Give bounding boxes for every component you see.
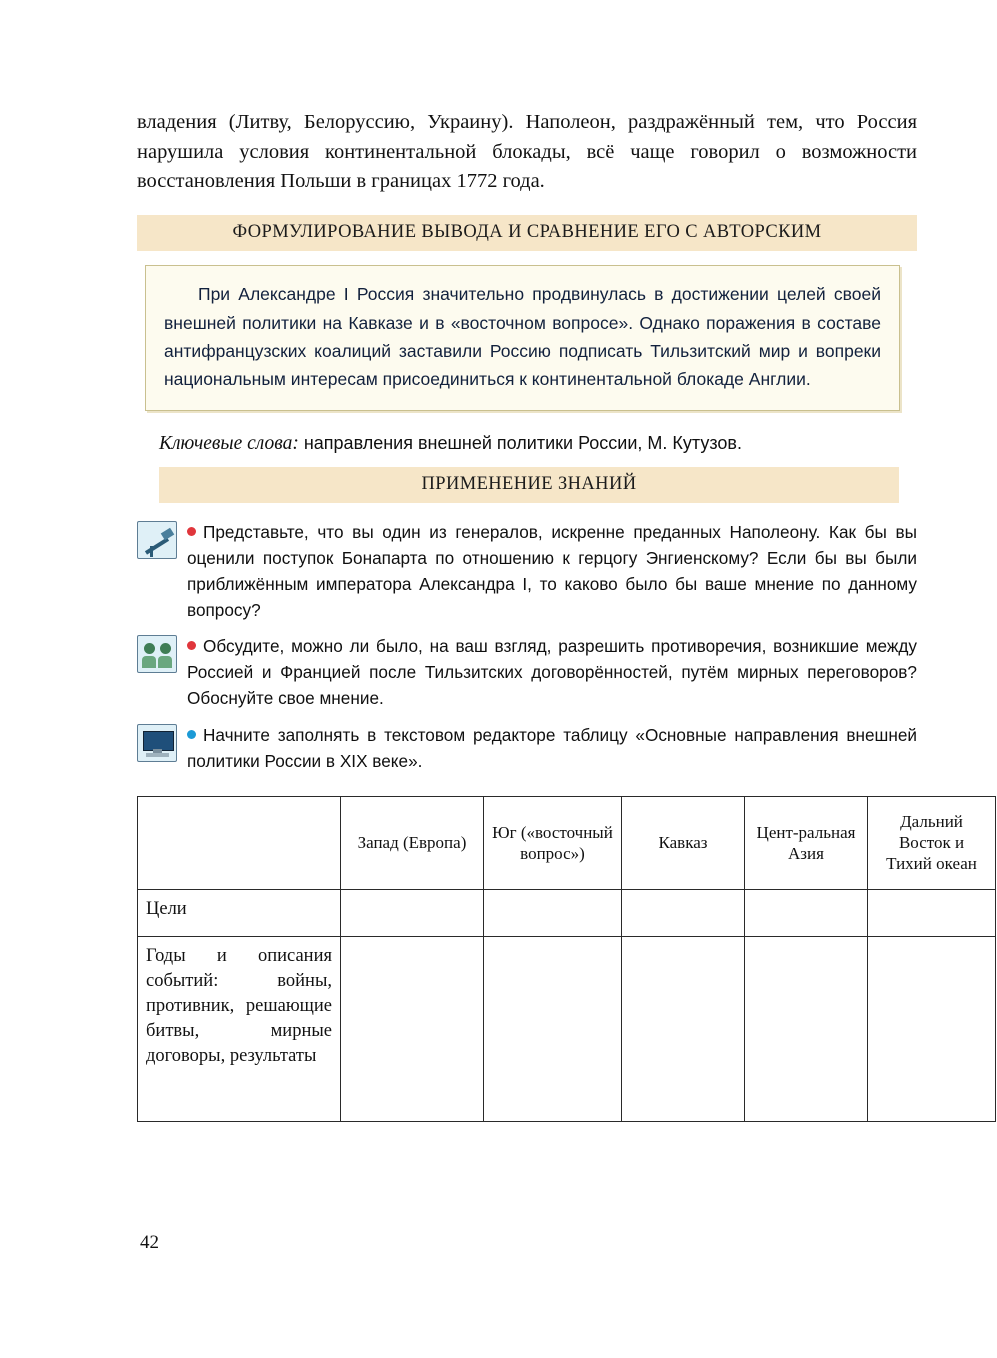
page-content — [137, 108, 977, 1122]
table-col-header-caucasus: Кавказ — [622, 796, 745, 889]
section-banner-application: ПРИМЕНЕНИЕ ЗНАНИЙ — [159, 467, 899, 503]
table-row-label-events: Годы и описания событий: войны, противник, решающие битвы, мирные договоры, результаты — [138, 936, 341, 1121]
bullet-icon — [187, 527, 196, 536]
keywords-line — [159, 433, 917, 455]
page-number: 42 — [140, 1232, 159, 1253]
table-row-label-goals: Цели — [138, 889, 341, 936]
directions-table — [137, 796, 996, 1122]
task-text: Обсудите, можно ли было, на ваш взгляд, разрешить противоречия, возникшие между Россией и Францией после Тильзитских договорённостей, путём мирных переговоров? Обоснуйте свое мнение. — [187, 636, 917, 709]
task-text: Начните заполнять в текстовом редакторе таблицу «Основные направления внешней политики России в XIX веке». — [187, 724, 917, 771]
table-row — [138, 889, 996, 936]
conclusion-text: При Александре I Россия значительно продвинулась в достижении целей своей внешней политики на Кавказе и в «восточном вопросе». Однако поражения в составе антифранцузских коалиций заставили Россию подписать Тильзитский мир и вопреки национальным интересам присоединиться к континентальной блокаде Англии. — [164, 284, 881, 390]
conclusion-box — [145, 265, 900, 410]
task-text-wrapper — [187, 722, 917, 774]
table-cell[interactable] — [484, 936, 622, 1121]
table-col-header-blank — [138, 796, 341, 889]
telescope-icon — [137, 521, 181, 561]
table-cell[interactable] — [868, 889, 996, 936]
table-cell[interactable] — [341, 936, 484, 1121]
table-cell[interactable] — [622, 889, 745, 936]
bullet-icon — [187, 730, 196, 739]
table-body — [138, 889, 996, 1121]
computer-icon — [137, 724, 181, 764]
section-banner-conclusion: ФОРМУЛИРОВАНИЕ ВЫВОДА И СРАВНЕНИЕ ЕГО С АВТОРСКИМ — [137, 215, 917, 251]
table-col-header-south: Юг («восточный вопрос») — [484, 796, 622, 889]
table-col-header-far-east: Дальний Восток и Тихий океан — [868, 796, 996, 889]
bullet-icon — [187, 641, 196, 650]
task-item — [137, 722, 917, 774]
table-cell[interactable] — [745, 889, 868, 936]
discussion-icon — [137, 635, 181, 675]
table-cell[interactable] — [868, 936, 996, 1121]
table-col-header-central-asia: Цент-ральная Азия — [745, 796, 868, 889]
task-item — [137, 633, 917, 711]
intro-paragraph: владения (Литву, Белоруссию, Украину). Наполеон, раздражённый тем, что Россия нарушила условия континентальной блокады, всё чаще говорил о возможности восстановления Польши в границах 1772 года. — [137, 111, 917, 193]
table-header — [138, 796, 996, 889]
table-row — [138, 936, 996, 1121]
table-col-header-west: Запад (Европа) — [341, 796, 484, 889]
table-cell[interactable] — [622, 936, 745, 1121]
task-text-wrapper — [187, 519, 917, 624]
task-item — [137, 519, 917, 624]
table-header-row — [138, 796, 996, 889]
task-text-wrapper — [187, 633, 917, 711]
task-list — [137, 519, 917, 774]
keywords-label: Ключевые слова: — [159, 432, 299, 454]
table-cell[interactable] — [745, 936, 868, 1121]
task-text: Представьте, что вы один из генералов, искренне преданных Наполеону. Как бы вы оценили поступок Бонапарта по отношению к герцогу Энгиенскому? Если бы вы были приближённым императора Александра I, то каково было бы ваше мнение по данному вопросу? — [187, 521, 917, 620]
keywords-value: направления внешней политики России, М. Кутузов. — [303, 432, 742, 453]
table-cell[interactable] — [341, 889, 484, 936]
table-cell[interactable] — [484, 889, 622, 936]
